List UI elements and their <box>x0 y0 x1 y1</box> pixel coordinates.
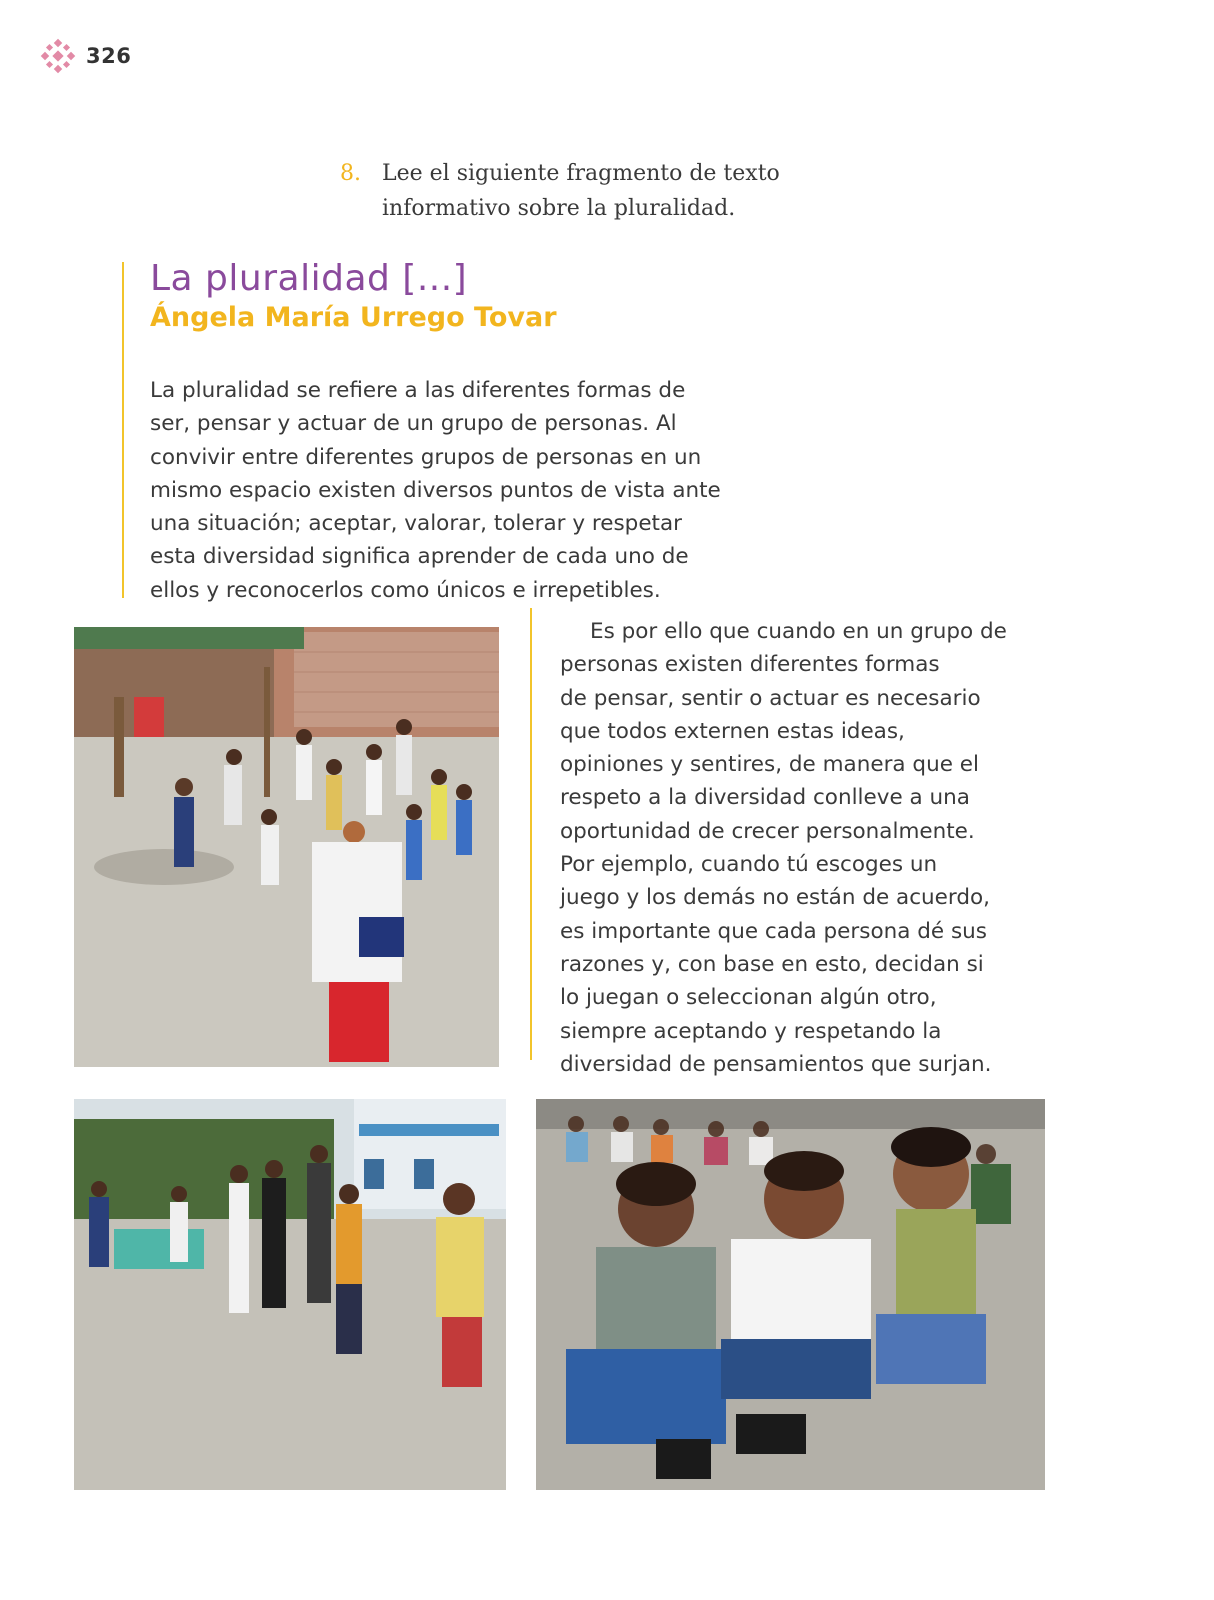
text-line: juego y los demás no están de acuerdo, <box>560 885 990 911</box>
photo-three-children <box>536 1099 1045 1490</box>
text-line: diversidad de pensamientos que surjan. <box>560 1051 992 1077</box>
text-line: respeto a la diversidad conlleve a una <box>560 785 970 811</box>
text-line: personas existen diferentes formas <box>560 652 940 678</box>
text-line: razones y, con base en esto, decidan si <box>560 951 984 977</box>
instruction <box>340 156 840 226</box>
text-line: convivir entre diferentes grupos de personas en un <box>150 444 702 470</box>
page-number: 326 <box>86 44 132 68</box>
article-paragraph-2 <box>560 615 1080 1081</box>
accent-bar-right <box>530 608 532 1060</box>
text-line: siempre aceptando y respetando la <box>560 1018 942 1044</box>
instruction-line: informativo sobre la pluralidad. <box>382 196 736 221</box>
page-header <box>40 38 131 74</box>
text-line: Por ejemplo, cuando tú escoges un <box>560 852 938 878</box>
text-line: es importante que cada persona dé sus <box>560 918 987 944</box>
text-line: lo juegan o seleccionan algún otro, <box>560 985 937 1011</box>
article-paragraph-1 <box>150 374 810 607</box>
text-line: una situación; aceptar, valorar, tolerar y respetar <box>150 511 682 537</box>
text-line: Es por ello que cuando en un grupo de <box>590 619 1007 644</box>
text-line: La pluralidad se refiere a las diferentes formas de <box>150 378 686 403</box>
text-line: mismo espacio existen diversos puntos de vista ante <box>150 477 721 503</box>
text-line: de pensar, sentir o actuar es necesario <box>560 685 981 711</box>
text-line: esta diversidad significa aprender de cada uno de <box>150 544 689 570</box>
accent-bar-left <box>122 262 124 598</box>
instruction-text <box>382 156 780 226</box>
article-author: Ángela María Urrego Tovar <box>150 302 557 333</box>
text-line: ellos y reconocerlos como únicos e irrepetibles. <box>150 577 661 603</box>
decorative-logo-icon <box>40 38 76 74</box>
text-line: que todos externen estas ideas, <box>560 718 905 744</box>
text-line: ser, pensar y actuar de un grupo de personas. Al <box>150 411 677 437</box>
instruction-number: 8. <box>340 161 361 186</box>
text-line: oportunidad de crecer personalmente. <box>560 818 975 844</box>
text-line: opiniones y sentires, de manera que el <box>560 752 979 778</box>
instruction-line: Lee el siguiente fragmento de texto <box>382 161 780 186</box>
article-title: La pluralidad [...] <box>150 258 468 299</box>
photo-children-circle <box>74 627 499 1067</box>
photo-holding-hands <box>74 1099 506 1490</box>
